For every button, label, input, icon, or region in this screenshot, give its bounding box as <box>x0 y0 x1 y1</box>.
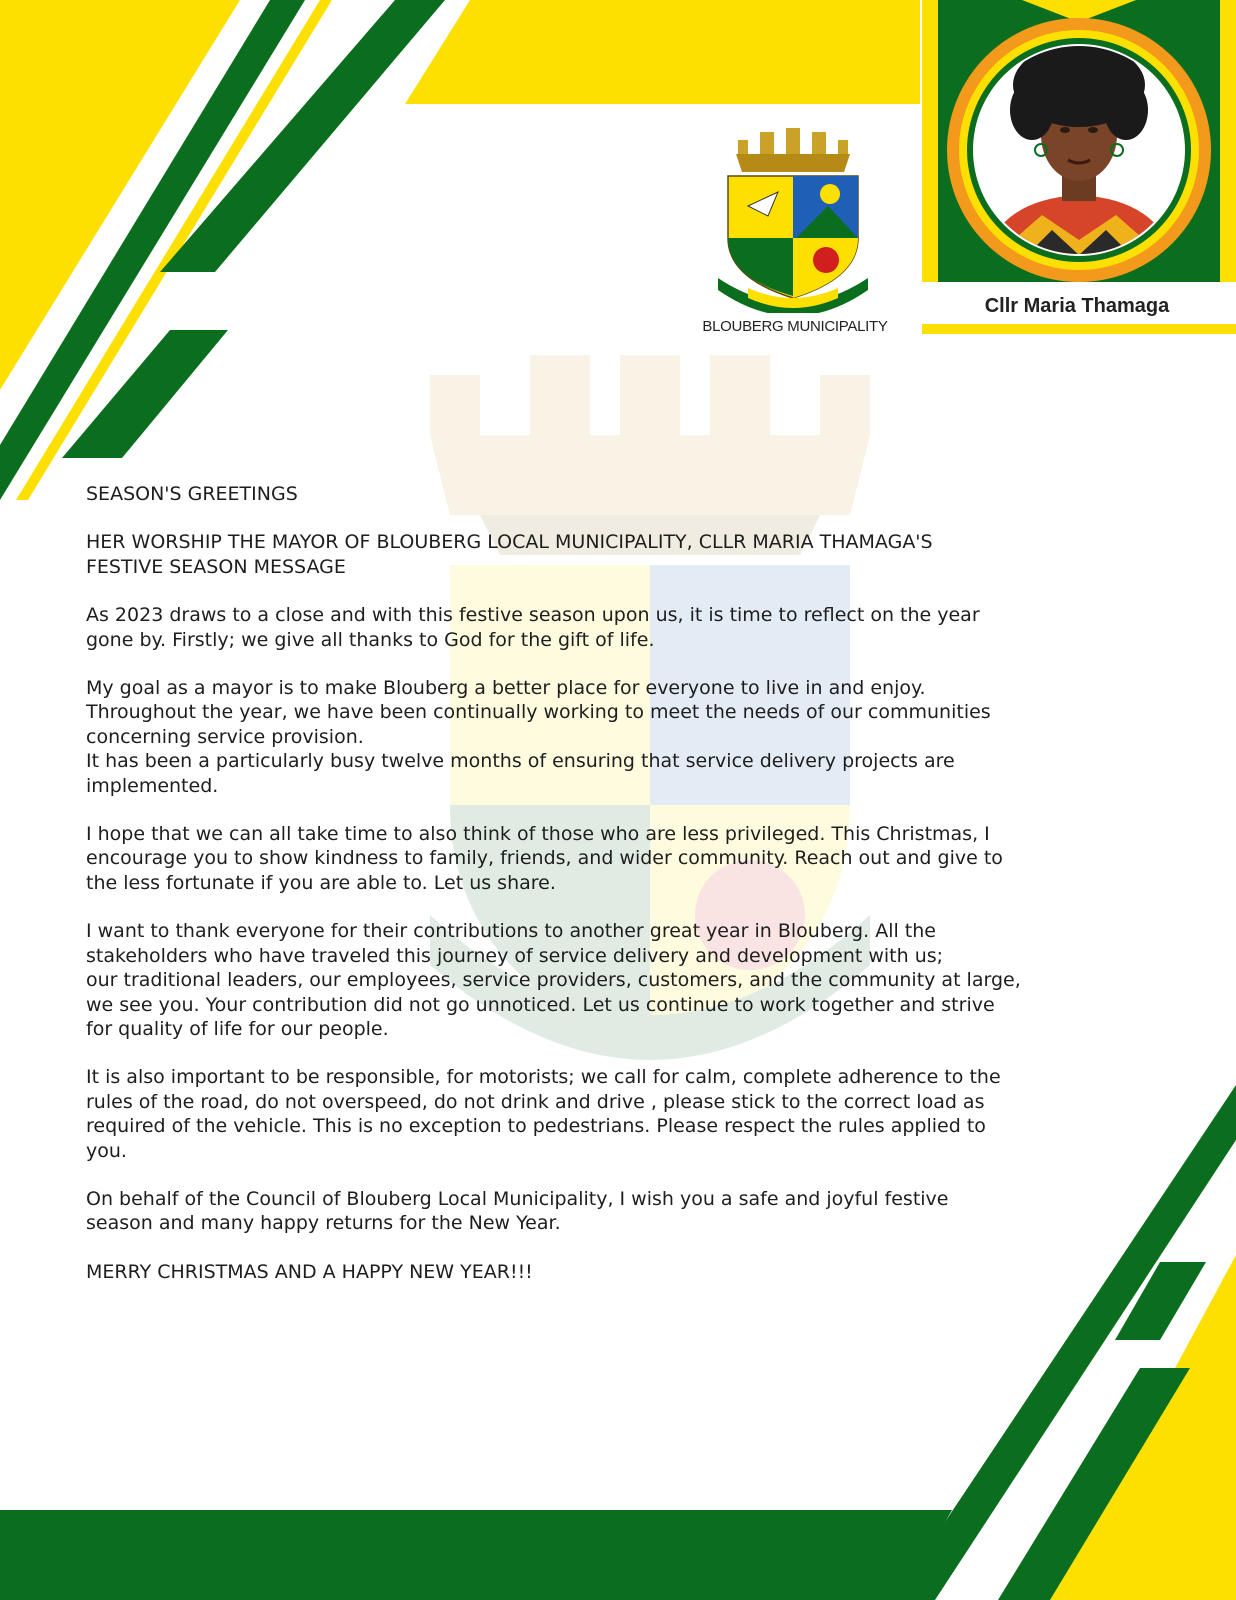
top-yellow-band <box>405 0 920 104</box>
bottom-green-bar <box>0 1510 952 1600</box>
paragraph-road-safety: It is also important to be responsible, for motorists; we call for calm, complete adherence to the rules of the road, do not overspeed, do not drink and drive , please stick to the correct load as required of the vehicle. This is no exception to pedestrians. Please respect the rules applied to you. <box>86 1066 1001 1162</box>
message-heading: HER WORSHIP THE MAYOR OF BLOUBERG LOCAL MUNICIPALITY, CLLR MARIA THAMAGA'S FESTIVE SEASON MESSAGE <box>86 531 933 578</box>
closing-line: MERRY CHRISTMAS AND A HAPPY NEW YEAR!!! <box>86 1260 533 1283</box>
paragraph-thanks: I want to thank everyone for their contributions to another great year in Blouberg. All the stakeholders who have traveled this journey of service delivery and development with us; our traditional leaders, our employees, service providers, customers, and the community at large, we see you. Your contribution did not go unnoticed. Let us continue to work together and strive for quality of life for our people. <box>86 920 1021 1040</box>
mayor-portrait <box>922 0 1236 334</box>
coat-of-arms-icon <box>718 128 868 313</box>
paragraph-kindness: I hope that we can all take time to also think of those who are less privileged. This Christmas, I encourage you to show kindness to family, friends, and wider community. Reach out and give to the less fortunate if you are able to. Let us share. <box>86 823 1003 894</box>
greeting-line: SEASON'S GREETINGS <box>86 483 298 505</box>
paragraph-busy-year: It has been a particularly busy twelve months of ensuring that service delivery projects are implemented. <box>86 750 955 797</box>
paragraph-reflection: As 2023 draws to a close and with this festive season upon us, it is time to reflect on the year gone by. Firstly; we give all thanks to God for the gift of life. <box>86 604 980 651</box>
paragraph-goal: My goal as a mayor is to make Blouberg a better place for everyone to live in and enjoy. Throughout the year, we have been continually working to meet the needs of our communities concerning service provision. <box>86 677 991 748</box>
letter-body <box>86 482 1166 1308</box>
mayor-name-caption: Cllr Maria Thamaga <box>984 295 1170 317</box>
paragraph-wishes: On behalf of the Council of Blouberg Local Municipality, I wish you a safe and joyful festive season and many happy returns for the New Year. <box>86 1187 949 1235</box>
municipality-name: BLOUBERG MUNICIPALITY <box>702 318 888 335</box>
